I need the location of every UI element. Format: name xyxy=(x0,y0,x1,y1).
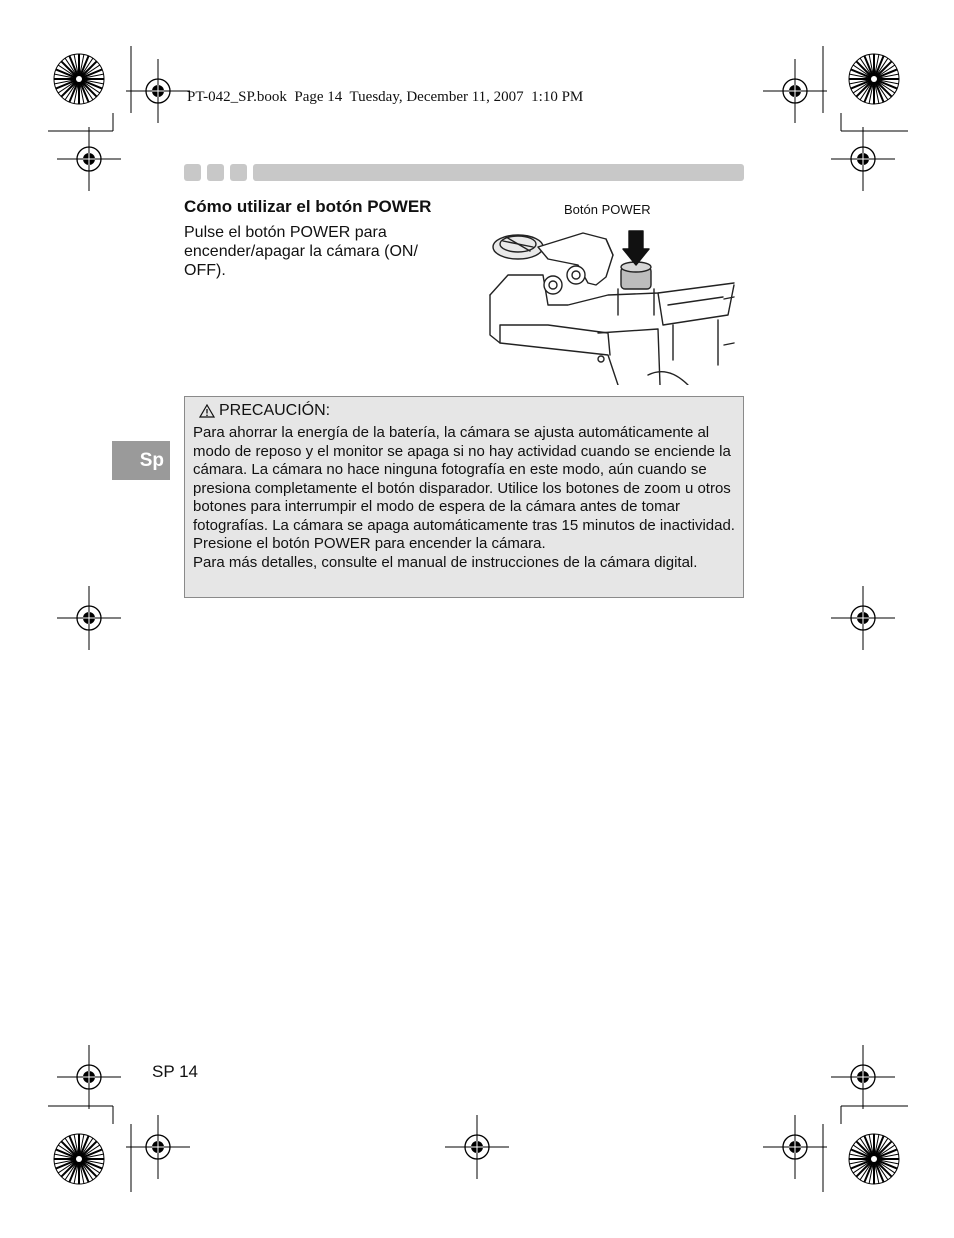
registration-mark xyxy=(831,127,895,191)
section-title: Cómo utilizar el botón POWER xyxy=(184,197,432,216)
warning-triangle-icon xyxy=(199,404,215,418)
header-square xyxy=(230,164,247,181)
registration-mark xyxy=(57,1045,121,1109)
page-number: SP 14 xyxy=(152,1062,199,1081)
language-tab: Sp xyxy=(112,441,170,480)
header-square xyxy=(207,164,224,181)
registration-mark xyxy=(126,59,190,123)
corner-star-mark-top-left xyxy=(54,54,104,104)
section-body: Pulse el botón POWER para encender/apagar la cámara (ON/ OFF). xyxy=(184,224,418,279)
registration-mark xyxy=(831,1045,895,1109)
registration-mark xyxy=(445,1115,509,1179)
header-square xyxy=(184,164,201,181)
registration-mark xyxy=(126,1115,190,1179)
caution-paragraph: Para más detalles, consulte el manual de instrucciones de la cámara digital. xyxy=(193,553,698,571)
caution-text xyxy=(193,424,739,572)
caution-box xyxy=(184,396,744,598)
figure-label: Botón POWER xyxy=(564,202,651,217)
header-long-bar xyxy=(253,164,744,181)
corner-star-mark-bottom-left xyxy=(54,1134,104,1184)
caution-title-text: PRECAUCIÓN: xyxy=(219,402,331,419)
caution-title xyxy=(199,402,330,420)
corner-star-mark-bottom-right xyxy=(849,1134,899,1184)
registration-mark xyxy=(831,586,895,650)
caution-paragraph: Para ahorrar la energía de la batería, la cámara se ajusta automáticamente al modo de reposo y el monitor se apaga si no hay actividad cuando se enciende la cámara. La cámara no hace ninguna fotografía en este modo, aún cuando se presiona completamente el botón disparador. Utilice los botones de zoom u otros botones para interrumpir el modo de espera de la cámara antes de tomar fotografías. La cámara se apaga automáticamente tras 15 minutos de inactividad. Presione el botón POWER para encender la cámara. xyxy=(193,424,735,552)
registration-mark xyxy=(763,1115,827,1179)
registration-mark xyxy=(57,127,121,191)
registration-mark xyxy=(57,586,121,650)
corner-star-mark-top-right xyxy=(849,54,899,104)
print-header: PT-042_SP.book Page 14 Tuesday, December 11, 2007 1:10 PM xyxy=(187,89,584,105)
camera-illustration xyxy=(488,225,736,385)
registration-mark xyxy=(763,59,827,123)
